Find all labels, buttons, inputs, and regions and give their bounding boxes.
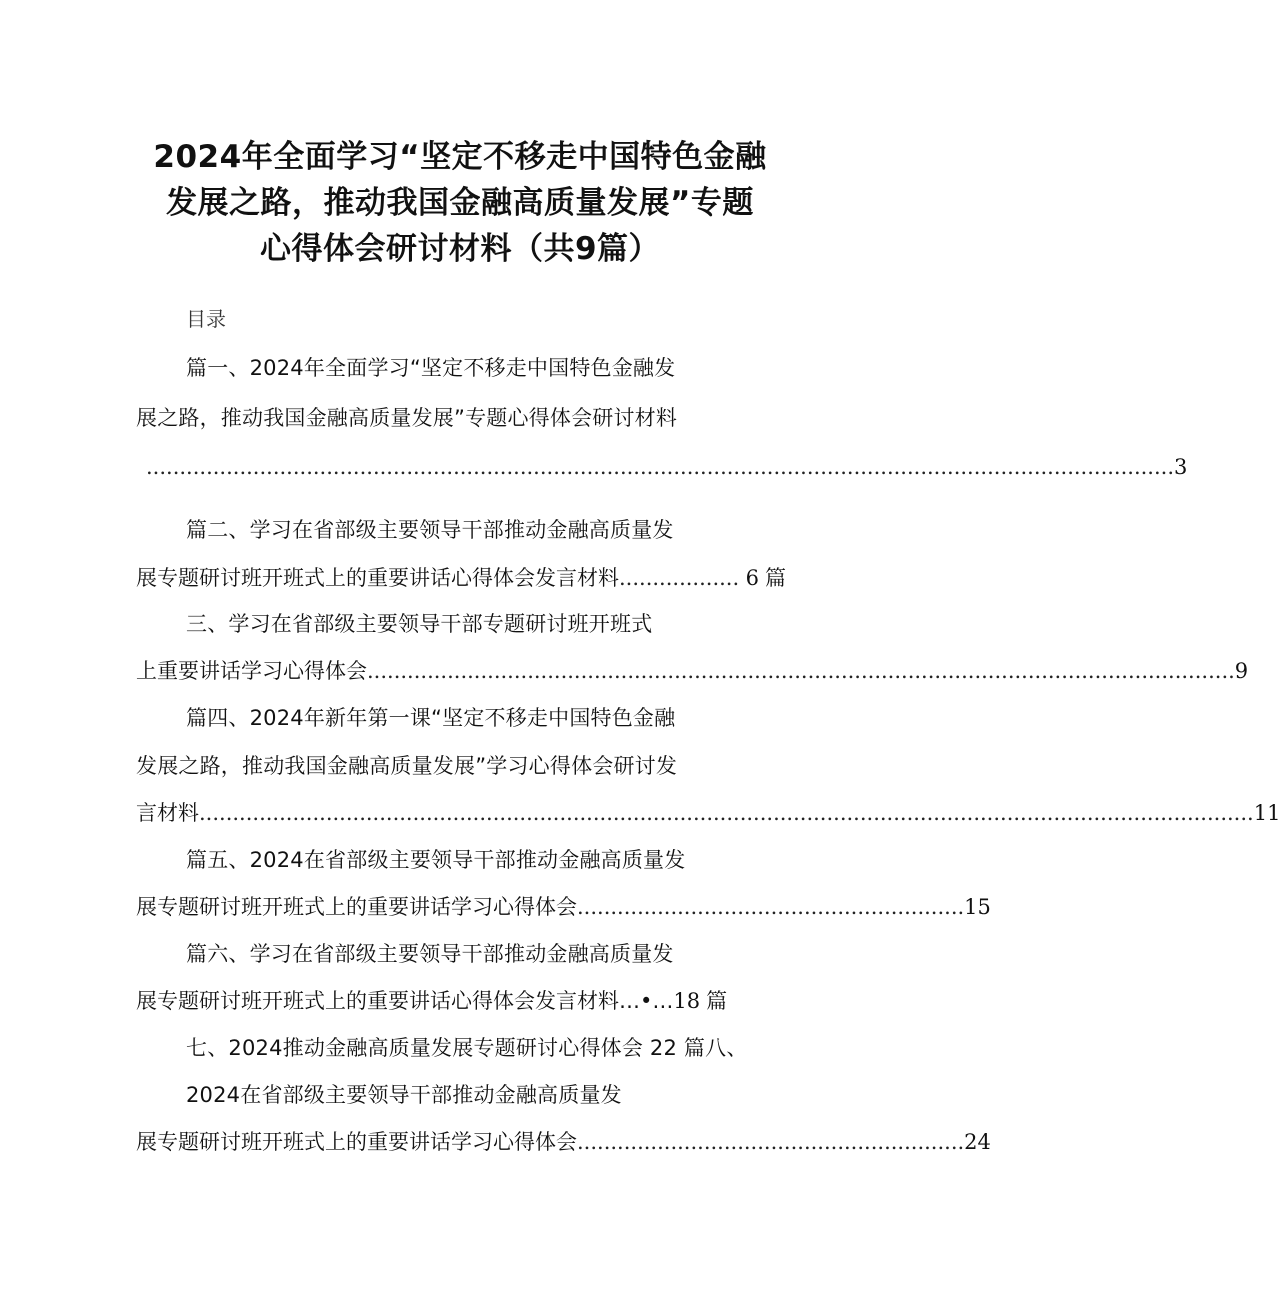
dot-leader: .................. xyxy=(619,566,740,590)
toc-entry-6-line-1: 篇六、学习在省部级主要领导干部推动金融高质量发 xyxy=(186,942,674,966)
dot-leader: .............................................................................................................................................................. xyxy=(199,801,1254,825)
toc-entry-4-line-2: 发展之路，推动我国金融高质量发展”学习心得体会研讨发 xyxy=(136,754,678,778)
toc-entry-1-line-1: 篇一、2024年全面学习“坚定不移走中国特色金融发 xyxy=(186,356,676,380)
toc-label: 目录 xyxy=(186,307,226,331)
document-title xyxy=(120,134,800,272)
toc-entry-4-page: 11 xyxy=(1253,801,1280,825)
toc-entry-3-line-2: 上重要讲话学习心得体会 xyxy=(136,659,367,683)
toc-entry-5-line-1: 篇五、2024在省部级主要领导干部推动金融高质量发 xyxy=(186,848,686,872)
toc-entry-1-page: 3 xyxy=(1174,455,1188,479)
toc-entry-8-line-2: 展专题研讨班开班式上的重要讲话学习心得体会 xyxy=(136,1130,577,1154)
toc-entry-1-line-2: 展之路，推动我国金融高质量发展”专题心得体会研讨材料 xyxy=(136,406,678,430)
toc-entry-2-line-2: 展专题研讨班开班式上的重要讲话心得体会发言材料 xyxy=(136,566,619,590)
dot-leader: .......................................................... xyxy=(577,1130,965,1154)
toc-entry-2-leader-row xyxy=(136,562,786,594)
title-line-1: 2024年全面学习“坚定不移走中国特色金融 xyxy=(153,139,767,175)
toc-entry-3-leader-row xyxy=(136,655,1249,687)
title-line-2: 发展之路，推动我国金融高质量发展”专题 xyxy=(166,185,754,221)
toc-entry-8-line-1: 2024在省部级主要领导干部推动金融高质量发 xyxy=(186,1083,622,1107)
toc-entry-8-leader-row xyxy=(136,1126,991,1158)
dot-leader: .......................................................................................................................................................... xyxy=(146,455,1174,479)
dot-leader: .................................................................................................................................. xyxy=(367,659,1235,683)
toc-entry-7-line-1: 七、2024推动金融高质量发展专题研讨心得体会 22 篇八、 xyxy=(186,1036,748,1060)
toc-entry-6-page: 18 xyxy=(673,989,701,1013)
dot-leader: .......................................................... xyxy=(577,895,965,919)
toc-entry-5-leader-row xyxy=(136,891,991,923)
toc-entry-3-prefix: 篇 xyxy=(765,566,786,590)
toc-entry-5-page: 15 xyxy=(964,895,991,919)
toc-entry-4-leader-row xyxy=(136,797,1280,829)
toc-entry-2-line-1: 篇二、学习在省部级主要领导干部推动金融高质量发 xyxy=(186,518,674,542)
toc-entry-1-leader-row xyxy=(146,451,1188,483)
toc-entry-6-line-2: 展专题研讨班开班式上的重要讲话心得体会发言材料…•… xyxy=(136,989,674,1013)
toc-entry-8-page: 24 xyxy=(964,1130,991,1154)
toc-entry-5-line-2: 展专题研讨班开班式上的重要讲话学习心得体会 xyxy=(136,895,577,919)
toc-entry-4-line-3: 言材料 xyxy=(136,801,199,825)
toc-entry-3-page: 9 xyxy=(1234,659,1249,683)
toc-entry-4-line-1: 篇四、2024年新年第一课“坚定不移走中国特色金融 xyxy=(186,706,676,730)
toc-entry-7-prefix: 篇 xyxy=(706,989,728,1013)
title-line-3: 心得体会研讨材料（共9篇） xyxy=(259,231,661,267)
toc-entry-6-leader-row xyxy=(136,985,786,1017)
toc-entry-3-line-1: 三、学习在省部级主要领导干部专题研讨班开班式 xyxy=(186,612,653,636)
toc-entry-2-page: 6 xyxy=(745,566,759,590)
